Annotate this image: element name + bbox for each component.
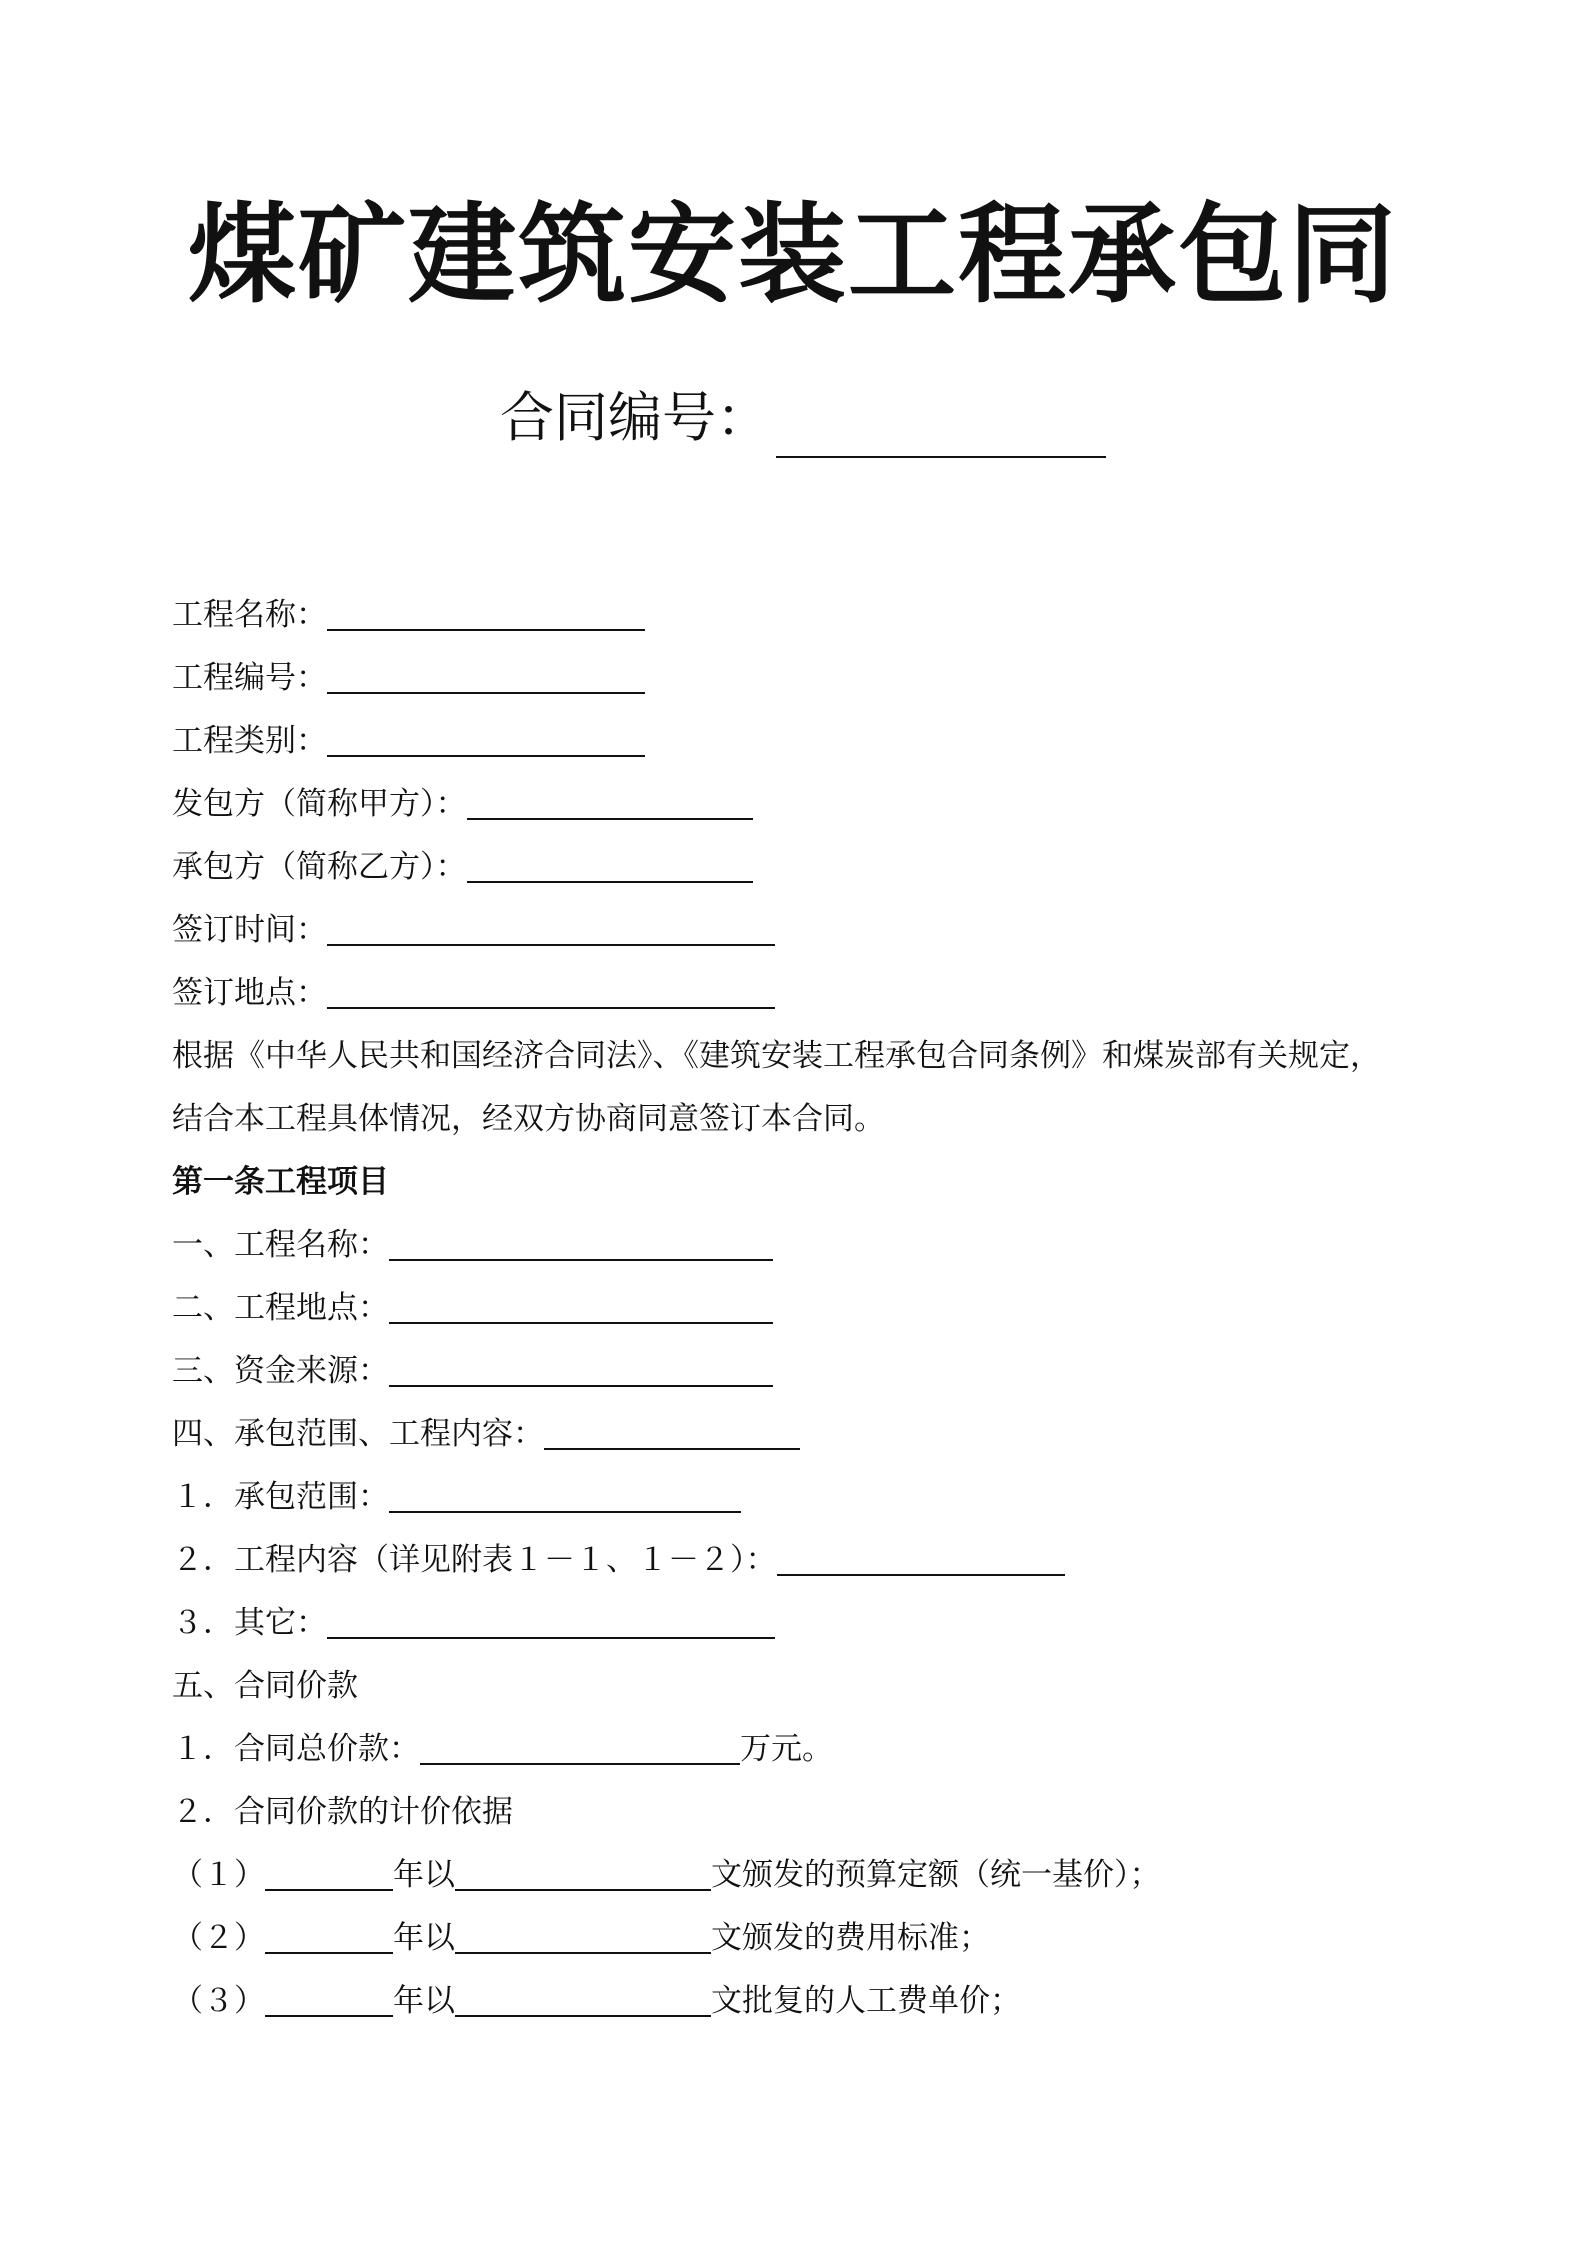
sub-item-content [172,1529,1472,1592]
item-label: 四、承包范围、工程内容： [172,1416,544,1452]
basis-number: （３） [172,1983,265,2019]
field-blank[interactable] [327,967,775,1009]
price-total [172,1718,1472,1781]
field-label: 签订时间： [172,912,327,948]
item-blank[interactable] [544,1408,800,1450]
field-blank[interactable] [467,841,753,883]
document-body [172,584,1472,2033]
basis-year-label: 年以 [393,1920,455,1956]
item-blank[interactable] [389,1471,741,1513]
sub-item-other [172,1592,1472,1655]
field-blank[interactable] [327,652,645,694]
field-label: 工程编号： [172,660,327,696]
year-blank[interactable] [265,1849,393,1891]
contract-number-blank[interactable] [776,400,1106,458]
year-blank[interactable] [265,1975,393,2017]
document-title: 煤矿建筑安装工程承包同 [187,192,1398,318]
year-blank[interactable] [265,1912,393,1954]
field-blank[interactable] [327,904,775,946]
price-total-unit: 万元。 [740,1731,833,1767]
intro-line-1: 根据《中华人民共和国经济合同法》、《建筑安装工程承包合同条例》和煤炭部有关规定， [172,1038,1381,1074]
field-project-type [172,710,1472,773]
item-label: 三、资金来源： [172,1353,389,1389]
field-party-a [172,773,1472,836]
field-label: 工程类别： [172,723,327,759]
price-total-label: １．合同总价款： [172,1731,420,1767]
sub-item-scope [172,1466,1472,1529]
basis-number: （１） [172,1857,265,1893]
basis-tail: 文批复的人工费单价； [711,1983,1021,2019]
item-blank[interactable] [389,1345,773,1387]
field-blank[interactable] [327,715,645,757]
field-label: 工程名称： [172,597,327,633]
field-project-name [172,584,1472,647]
item-blank[interactable] [389,1219,773,1261]
field-blank[interactable] [467,778,753,820]
basis-tail: 文颁发的预算定额（统一基价）； [711,1857,1161,1893]
field-party-b [172,836,1472,899]
price-total-blank[interactable] [420,1723,740,1765]
field-project-number [172,647,1472,710]
field-sign-time [172,899,1472,962]
basis-item-2 [172,1907,1472,1970]
item-project-name [172,1214,1472,1277]
contract-number-row [500,378,1106,458]
intro-line-2: 结合本工程具体情况，经双方协商同意签订本合同。 [172,1101,885,1137]
basis-year-label: 年以 [393,1983,455,2019]
item-label: ３．其它： [172,1605,327,1641]
field-label: 发包方（简称甲方）： [172,786,467,822]
basis-tail: 文颁发的费用标准； [711,1920,990,1956]
item-contract-price: 五、合同价款 [172,1668,358,1704]
price-basis-heading: ２．合同价款的计价依据 [172,1794,513,1830]
basis-item-3 [172,1970,1472,2033]
article-1-heading: 第一条工程项目 [172,1164,389,1200]
doc-blank[interactable] [455,1849,711,1891]
item-blank[interactable] [327,1597,775,1639]
field-label: 签订地点： [172,975,327,1011]
item-blank[interactable] [777,1534,1065,1576]
item-label: 二、工程地点： [172,1290,389,1326]
doc-blank[interactable] [455,1975,711,2017]
field-blank[interactable] [327,589,645,631]
field-label: 承包方（简称乙方）： [172,849,467,885]
field-sign-place [172,962,1472,1025]
item-label: 一、工程名称： [172,1227,389,1263]
item-scope-content [172,1403,1472,1466]
item-fund-source [172,1340,1472,1403]
basis-number: （２） [172,1920,265,1956]
item-label: ２．工程内容（详见附表１－１、１－２）： [172,1542,777,1578]
item-project-place [172,1277,1472,1340]
basis-year-label: 年以 [393,1857,455,1893]
basis-item-1 [172,1844,1472,1907]
doc-blank[interactable] [455,1912,711,1954]
contract-number-label: 合同编号： [500,386,770,449]
item-blank[interactable] [389,1282,773,1324]
item-label: １．承包范围： [172,1479,389,1515]
